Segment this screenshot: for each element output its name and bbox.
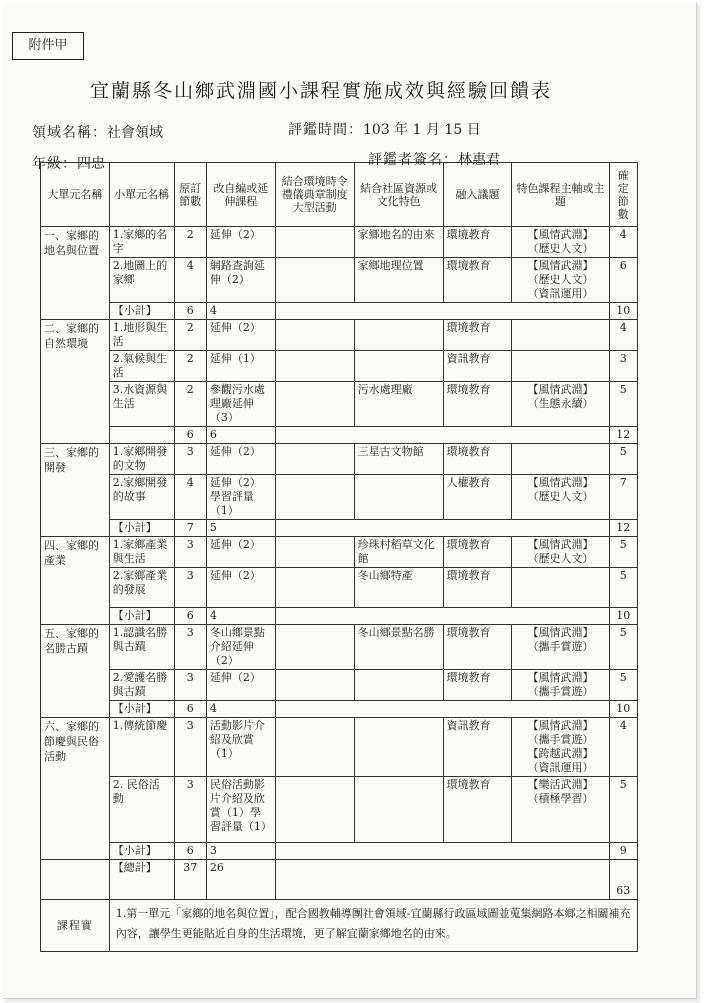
- unit-name-cell: 一、家鄉的地名與位置: [41, 227, 110, 320]
- grade-label: 年級：: [32, 156, 77, 172]
- table-row: [41, 382, 638, 427]
- community-resource-cell: [354, 670, 443, 701]
- issue-cell: 環境教育: [443, 258, 512, 303]
- grade-value: 四忠: [77, 156, 105, 172]
- sub-unit-cell: 2.愛護名勝與古蹟: [109, 670, 174, 701]
- issue-cell: 環境教育: [443, 444, 512, 475]
- table-row: [41, 475, 638, 520]
- form-title: 宜蘭縣冬山鄉武淵國小課程實施成效與經驗回饋表: [90, 80, 553, 102]
- feature-line: （攜手賞遊）: [527, 733, 594, 746]
- table-row: [41, 351, 638, 382]
- table-row: [41, 625, 638, 670]
- orig-periods-cell: 3: [174, 444, 206, 475]
- unit-name-cell: 四、家鄉的產業: [41, 537, 110, 625]
- env-activity-cell: [275, 444, 354, 475]
- adapt-course-cell: 延伸（2）: [206, 444, 275, 475]
- confirm-periods-cell: 4: [609, 227, 637, 258]
- issue-cell: 人權教育: [443, 475, 512, 520]
- table-row: [41, 718, 638, 777]
- total-row: [41, 860, 638, 900]
- subtotal-row: [41, 843, 638, 860]
- feature-line: （歷史人文）: [527, 552, 594, 565]
- feature-line: 【風情武淵】: [527, 626, 594, 639]
- issue-cell: 環境教育: [443, 568, 512, 608]
- header-confirm: 確定節數: [609, 163, 637, 227]
- sub-unit-cell: 1.傳統節慶: [109, 718, 174, 777]
- reflection-label: 課程實: [41, 900, 110, 952]
- env-activity-cell: [275, 718, 354, 777]
- env-activity-cell: [275, 670, 354, 701]
- header-feature: 特色課程主軸或主題: [512, 163, 609, 227]
- orig-periods-cell: 3: [174, 568, 206, 608]
- issue-cell: 環境教育: [443, 670, 512, 701]
- table-row: [41, 568, 638, 608]
- feature-line: （攜手賞遊）: [527, 640, 594, 653]
- adapt-course-cell: 延伸（2）: [206, 227, 275, 258]
- adapt-course-cell: 延伸（2）: [206, 670, 275, 701]
- total-confirm: 63: [609, 860, 637, 900]
- header-sub: 小單元名稱: [109, 163, 174, 227]
- subtotal-row: [41, 520, 638, 537]
- feature-cell: [512, 351, 609, 382]
- subtotal-confirm: 12: [609, 427, 637, 444]
- adapt-course-cell: 冬山鄉景點介紹延伸（2）: [206, 625, 275, 670]
- feature-cell: [512, 568, 609, 608]
- community-resource-cell: [354, 351, 443, 382]
- env-activity-cell: [275, 227, 354, 258]
- sub-unit-cell: 1.家鄉的名字: [109, 227, 174, 258]
- confirm-periods-cell: 7: [609, 475, 637, 520]
- sub-unit-cell: 2.家鄉產業的發展: [109, 568, 174, 608]
- feature-line: 【風情武淵】: [527, 259, 594, 272]
- confirm-periods-cell: 5: [609, 568, 637, 608]
- issue-cell: 環境教育: [443, 777, 512, 843]
- feature-line: 【風情武淵】: [527, 228, 594, 241]
- subtotal-confirm: 10: [609, 608, 637, 625]
- table-row: [41, 258, 638, 303]
- subtotal-confirm: 10: [609, 303, 637, 320]
- adapt-course-cell: 網路查詢延伸（2）: [206, 258, 275, 303]
- subtotal-label: 【小計】: [109, 520, 174, 537]
- feature-cell: [512, 777, 609, 843]
- subtotal-adapt: 4: [206, 303, 275, 320]
- subtotal-orig: 6: [174, 303, 206, 320]
- feature-line: 【風情武淵】: [527, 383, 594, 396]
- attachment-label: 附件甲: [12, 32, 84, 60]
- subtotal-adapt: 6: [206, 427, 275, 444]
- orig-periods-cell: 3: [174, 625, 206, 670]
- community-resource-cell: 冬山鄉景點名勝: [354, 625, 443, 670]
- confirm-periods-cell: 5: [609, 777, 637, 843]
- community-resource-cell: [354, 320, 443, 351]
- issue-cell: 環境教育: [443, 382, 512, 427]
- subtotal-empty: [275, 303, 609, 320]
- issue-cell: 環境教育: [443, 537, 512, 568]
- adapt-course-cell: 活動影片介紹及欣賞（1）: [206, 718, 275, 777]
- feature-cell: [512, 320, 609, 351]
- course-evaluation-table: [40, 162, 638, 952]
- confirm-periods-cell: 5: [609, 670, 637, 701]
- feature-line: 【風情武淵】: [527, 719, 594, 732]
- community-resource-cell: [354, 475, 443, 520]
- feature-cell: [512, 537, 609, 568]
- orig-periods-cell: 3: [174, 718, 206, 777]
- env-activity-cell: [275, 777, 354, 843]
- community-resource-cell: 家鄉地理位置: [354, 258, 443, 303]
- feature-line: （資訊運用）: [527, 287, 594, 300]
- community-resource-cell: 三星古文物館: [354, 444, 443, 475]
- confirm-periods-cell: 5: [609, 537, 637, 568]
- confirm-periods-cell: 5: [609, 444, 637, 475]
- sub-unit-cell: 2.地圖上的家鄉: [109, 258, 174, 303]
- domain-field: [32, 122, 163, 142]
- total-label: 【總計】: [109, 860, 174, 900]
- total-blank: [41, 860, 110, 900]
- table-row: [41, 444, 638, 475]
- subtotal-adapt: 4: [206, 608, 275, 625]
- feature-line: 【風情武淵】: [527, 538, 594, 551]
- subtotal-empty: [275, 701, 609, 718]
- community-resource-cell: [354, 777, 443, 843]
- adapt-course-cell: 延伸（2）學習評量（1）: [206, 475, 275, 520]
- domain-label: 領域名稱：: [32, 125, 107, 141]
- feature-line: 【風情武淵】: [527, 671, 594, 684]
- feature-cell: [512, 382, 609, 427]
- confirm-periods-cell: 5: [609, 382, 637, 427]
- feature-line: （積極學習）: [527, 792, 594, 805]
- feature-line: 【樂活武淵】: [527, 778, 594, 791]
- subtotal-orig: 6: [174, 843, 206, 860]
- total-empty: [275, 860, 609, 900]
- issue-cell: 資訊教育: [443, 718, 512, 777]
- orig-periods-cell: 2: [174, 351, 206, 382]
- adapt-course-cell: 延伸（2）: [206, 568, 275, 608]
- community-resource-cell: 冬山鄉特產: [354, 568, 443, 608]
- evaluator-label: 評鑑者簽名：: [368, 152, 458, 168]
- feature-line: （歷史人文）: [527, 242, 594, 255]
- unit-name-cell: 五、家鄉的名勝古蹟: [41, 625, 110, 718]
- unit-name-cell: 二、家鄉的自然環境: [41, 320, 110, 444]
- subtotal-row: [41, 427, 638, 444]
- sub-unit-cell: 2.家鄉開發的故事: [109, 475, 174, 520]
- subtotal-empty: [275, 427, 609, 444]
- sub-unit-cell: 3.水資源與生活: [109, 382, 174, 427]
- feature-line: （攜手賞遊）: [527, 685, 594, 698]
- feature-cell: [512, 444, 609, 475]
- date-field: [288, 119, 481, 139]
- evaluator-signature: 林惠君: [458, 152, 500, 168]
- community-resource-cell: [354, 718, 443, 777]
- total-orig: 37: [174, 860, 206, 900]
- orig-periods-cell: 4: [174, 475, 206, 520]
- feature-line: （歷史人文）: [527, 273, 594, 286]
- community-resource-cell: 污水處理廠: [354, 382, 443, 427]
- subtotal-adapt: 5: [206, 520, 275, 537]
- community-resource-cell: 家鄉地名的由來: [354, 227, 443, 258]
- subtotal-row: [41, 701, 638, 718]
- date-value: 103 年 1 月 15 日: [363, 122, 481, 138]
- subtotal-orig: 6: [174, 427, 206, 444]
- env-activity-cell: [275, 382, 354, 427]
- subtotal-label: 【小計】: [109, 608, 174, 625]
- document-page: [2, 2, 697, 999]
- subtotal-empty: [275, 520, 609, 537]
- unit-name-cell: 六、家鄉的節慶與民俗活動: [41, 718, 110, 860]
- feature-cell: [512, 227, 609, 258]
- confirm-periods-cell: 4: [609, 320, 637, 351]
- reflection-row: [41, 900, 638, 952]
- adapt-course-cell: 民俗活動影片介紹及欣賞（1）學習評量（1）: [206, 777, 275, 843]
- env-activity-cell: [275, 475, 354, 520]
- header-orig: 原訂節數: [174, 163, 206, 227]
- subtotal-label: 【小計】: [109, 303, 174, 320]
- total-adapt: 26: [206, 860, 275, 900]
- feature-cell: [512, 258, 609, 303]
- subtotal-label: [109, 427, 174, 444]
- sub-unit-cell: 1.認識名勝與古蹟: [109, 625, 174, 670]
- subtotal-confirm: 12: [609, 520, 637, 537]
- env-activity-cell: [275, 351, 354, 382]
- subtotal-confirm: 9: [609, 843, 637, 860]
- header-comm: 結合社區資源或文化特色: [354, 163, 443, 227]
- orig-periods-cell: 2: [174, 227, 206, 258]
- header-unit: 大單元名稱: [41, 163, 110, 227]
- orig-periods-cell: 3: [174, 537, 206, 568]
- table-row: [41, 777, 638, 843]
- adapt-course-cell: 延伸（2）: [206, 320, 275, 351]
- issue-cell: 資訊教育: [443, 351, 512, 382]
- community-resource-cell: 珍珠村稻草文化館: [354, 537, 443, 568]
- feature-cell: [512, 625, 609, 670]
- subtotal-label: 【小計】: [109, 701, 174, 718]
- env-activity-cell: [275, 258, 354, 303]
- subtotal-row: [41, 303, 638, 320]
- env-activity-cell: [275, 625, 354, 670]
- subtotal-confirm: 10: [609, 701, 637, 718]
- subtotal-row: [41, 608, 638, 625]
- env-activity-cell: [275, 320, 354, 351]
- subtotal-label: 【小計】: [109, 843, 174, 860]
- orig-periods-cell: 3: [174, 670, 206, 701]
- date-label: 評鑑時間：: [288, 122, 363, 138]
- subtotal-adapt: 3: [206, 843, 275, 860]
- feature-line: （生態永續）: [527, 397, 594, 410]
- table-row: [41, 320, 638, 351]
- confirm-periods-cell: 4: [609, 718, 637, 777]
- orig-periods-cell: 4: [174, 258, 206, 303]
- subtotal-empty: [275, 843, 609, 860]
- header-adapt: 改自編或延伸課程: [206, 163, 275, 227]
- domain-value: 社會領域: [107, 125, 163, 141]
- feature-cell: [512, 718, 609, 777]
- feature-cell: [512, 670, 609, 701]
- orig-periods-cell: 2: [174, 382, 206, 427]
- feature-line: （歷史人文）: [527, 490, 594, 503]
- feature-line: （資訊運用）: [527, 761, 594, 774]
- adapt-course-cell: 延伸（2）: [206, 537, 275, 568]
- reflection-text: 1.第一單元「家鄉的地名與位置」，配合國教輔導團社會領域-宜蘭縣行政區域圖並蒐集網路本鄉之相關補充內容，讓學生更能貼近自身的生活環境，更了解宜蘭家鄉地名的由來。: [109, 900, 637, 952]
- sub-unit-cell: 1.地形與生活: [109, 320, 174, 351]
- confirm-periods-cell: 6: [609, 258, 637, 303]
- subtotal-orig: 6: [174, 608, 206, 625]
- orig-periods-cell: 3: [174, 777, 206, 843]
- env-activity-cell: [275, 537, 354, 568]
- sub-unit-cell: 1.家鄉產業與生活: [109, 537, 174, 568]
- table-row: [41, 227, 638, 258]
- header-issue: 融入議題: [443, 163, 512, 227]
- sub-unit-cell: 1.家鄉開發的文物: [109, 444, 174, 475]
- adapt-course-cell: 參觀污水處理廠延伸（3）: [206, 382, 275, 427]
- unit-name-cell: 三、家鄉的開發: [41, 444, 110, 537]
- confirm-periods-cell: 5: [609, 625, 637, 670]
- confirm-periods-cell: 3: [609, 351, 637, 382]
- table-row: [41, 537, 638, 568]
- subtotal-adapt: 4: [206, 701, 275, 718]
- sub-unit-cell: 2. 民俗活動: [109, 777, 174, 843]
- feature-line: 【跨越武淵】: [527, 747, 594, 760]
- header-env: 結合環境時令禮儀典章制度大型活動: [275, 163, 354, 227]
- sub-unit-cell: 2.氣候與生活: [109, 351, 174, 382]
- header-row: [41, 163, 638, 227]
- issue-cell: 環境教育: [443, 227, 512, 258]
- subtotal-orig: 6: [174, 701, 206, 718]
- adapt-course-cell: 延伸（1）: [206, 351, 275, 382]
- subtotal-orig: 7: [174, 520, 206, 537]
- issue-cell: 環境教育: [443, 320, 512, 351]
- feature-cell: [512, 475, 609, 520]
- subtotal-empty: [275, 608, 609, 625]
- env-activity-cell: [275, 568, 354, 608]
- issue-cell: 環境教育: [443, 625, 512, 670]
- feature-line: 【風情武淵】: [527, 476, 594, 489]
- orig-periods-cell: 2: [174, 320, 206, 351]
- table-row: [41, 670, 638, 701]
